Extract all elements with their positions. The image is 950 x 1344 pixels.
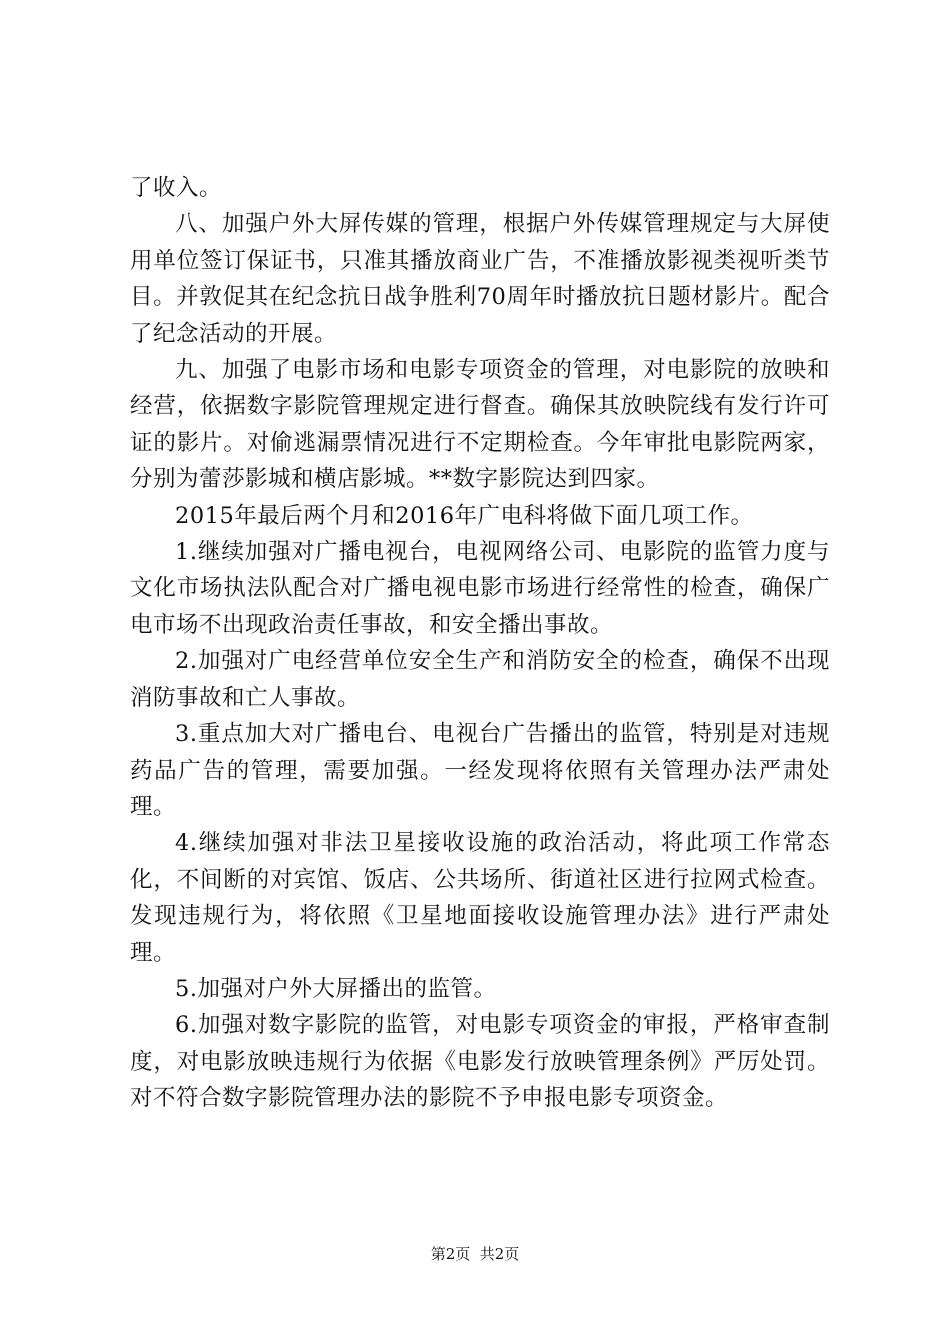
paragraph-plan-item-1: 1.继续加强对广播电视台，电视网络公司、电影院的监管力度与文化市场执法队配合对广播电视电影市场进行经常性的检查，确保广电市场不出现政治责任事故，和安全播出事故。 [130, 539, 830, 638]
document-body [130, 170, 830, 1117]
page-number-label: 第2页 共2页 [430, 1245, 520, 1263]
paragraph-plan-item-6: 6.加强对数字影院的监管，对电影专项资金的审报，严格审查制度，对电影放映违规行为依据《电影发行放映管理条例》严厉处罚。对不符合数字影院管理办法的影院不予申报电影专项资金。 [130, 1012, 830, 1112]
paragraph-plan-item-4: 4.继续加强对非法卫星接收设施的政治活动，将此项工作常态化，不间断的对宾馆、饭店、公共场所、街道社区进行拉网式检查。发现违规行为，将依照《卫星地面接收设施管理办法》进行严肃处理。 [130, 830, 830, 966]
paragraph-section-nine: 九、加强了电影市场和电影专项资金的管理，对电影院的放映和经营，依据数字影院管理规定进行督查。确保其放映院线有发行许可证的影片。对偷逃漏票情况进行不定期检查。今年审批电影院两家，分别为蕾莎影城和横店影城。**数字影院达到四家。 [130, 357, 830, 493]
paragraph-plan-item-2: 2.加强对广电经营单位安全生产和消防安全的检查，确保不出现消防事故和亡人事故。 [130, 648, 830, 711]
paragraph-plan-intro: 2015年最后两个月和2016年广电科将做下面几项工作。 [175, 502, 754, 529]
paragraph-section-eight: 八、加强户外大屏传媒的管理，根据户外传媒管理规定与大屏使用单位签订保证书，只准其播放商业广告，不准播放影视类视听类节目。并敦促其在纪念抗日战争胜利70周年时播放抗日题材影片。配合了纪念活动的开展。 [130, 211, 830, 347]
paragraph-plan-item-5: 5.加强对户外大屏播出的监管。 [175, 975, 497, 1002]
paragraph-plan-item-3: 3.重点加大对广播电台、电视台广告播出的监管，特别是对违规药品广告的管理，需要加强。一经发现将依照有关管理办法严肃处理。 [130, 721, 830, 820]
page-footer [0, 1244, 950, 1264]
paragraph-continuation: 了收入。 [130, 175, 223, 201]
